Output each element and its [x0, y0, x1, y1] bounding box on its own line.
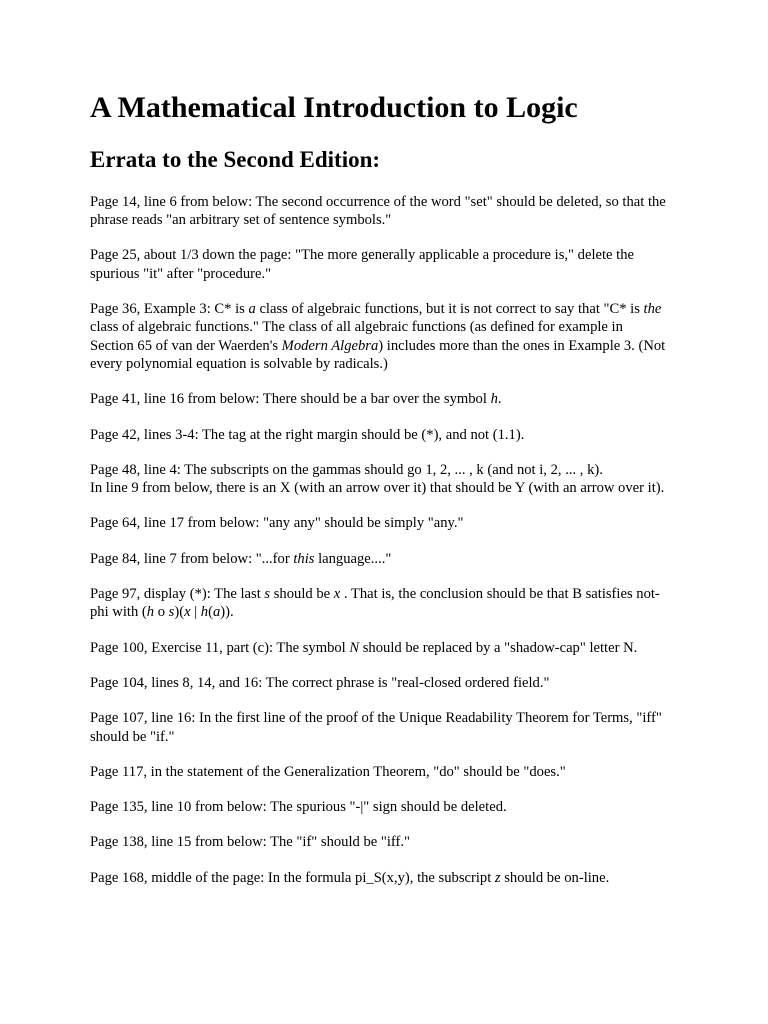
- erratum-text: Page 41, line 16 from below: There should be a bar over the symbol: [90, 391, 491, 408]
- math-symbol: x: [184, 604, 191, 621]
- emphasis-text: the: [643, 301, 662, 318]
- math-symbol: h: [146, 604, 155, 621]
- erratum-text: . That is, the conclusion should be that B satisfies not-phi with (: [90, 586, 660, 621]
- erratum-page-117: Page 117, in the statement of the Generalization Theorem, "do" should be "does.": [90, 763, 566, 780]
- erratum-text: Page 48, line 4: The subscripts on the gammas should go 1, 2, ... , k (and not i, 2, ... , k).: [90, 461, 603, 478]
- page-subtitle: Errata to the Second Edition:: [90, 147, 381, 172]
- math-symbol: h: [490, 391, 498, 408]
- math-symbol: s: [264, 586, 271, 603]
- page-title: A Mathematical Introduction to Logic: [90, 91, 578, 124]
- math-symbol: x: [333, 586, 341, 603]
- erratum-text: Page 100, Exercise 11, part (c): The symbol: [90, 639, 350, 656]
- math-symbol: a: [212, 604, 221, 621]
- erratum-text: )).: [220, 604, 234, 621]
- erratum-page-138: Page 138, line 15 from below: The "if" should be "iff.": [90, 834, 410, 851]
- erratum-text: .: [497, 391, 502, 408]
- erratum-text: should be replaced by a "shadow-cap" letter N.: [359, 639, 638, 656]
- erratum-page-97: [90, 585, 668, 622]
- erratum-text: (: [208, 604, 213, 621]
- math-symbol: z: [494, 869, 501, 886]
- erratum-page-64: Page 64, line 17 from below: "any any" should be simply "any.": [90, 515, 464, 532]
- erratum-page-48: [90, 461, 668, 498]
- erratum-page-25: Page 25, about 1/3 down the page: "The more generally applicable a procedure is," delete the spurious "it" after "procedure.": [90, 247, 634, 282]
- erratum-page-42: Page 42, lines 3-4: The tag at the right margin should be (*), and not (1.1).: [90, 426, 525, 443]
- erratum-text: ) includes more than the ones in Example 3. (Not every polynomial equation is solvable by radicals.): [90, 337, 666, 372]
- erratum-page-14: Page 14, line 6 from below: The second occurrence of the word "set" should be deleted, so that the phrase reads "an arbitrary set of sentence symbols.": [90, 193, 666, 229]
- erratum-text: should be: [270, 586, 334, 603]
- erratum-text: should be on-line.: [500, 869, 610, 886]
- erratum-text: Page 36, Example 3: C* is: [90, 301, 249, 318]
- emphasis-text: this: [293, 550, 315, 567]
- erratum-text: language....": [314, 550, 392, 567]
- erratum-text: In line 9 from below, there is an X (with an arrow over it) that should be Y (with an arrow over it).: [90, 480, 665, 497]
- erratum-text: class of algebraic functions." The class of all algebraic functions (as defined for example in Section 65 of van der Waerden's: [90, 319, 623, 354]
- math-symbol: N: [349, 639, 360, 656]
- erratum-page-135: Page 135, line 10 from below: The spurious "-|" sign should be deleted.: [90, 799, 507, 816]
- erratum-page-36: [90, 300, 668, 373]
- math-symbol: s: [168, 604, 175, 621]
- erratum-text: Page 97, display (*): The last: [90, 586, 265, 603]
- math-symbol: h: [200, 604, 209, 621]
- erratum-text: )(: [174, 604, 185, 621]
- erratum-page-41: [90, 390, 668, 408]
- erratum-page-84: [90, 550, 668, 568]
- book-title-text: Modern Algebra: [281, 337, 379, 354]
- erratum-text: Page 84, line 7 from below: "...for: [90, 550, 294, 567]
- erratum-text: class of algebraic functions, but it is not correct to say that "C* is: [255, 301, 644, 318]
- erratum-page-104: Page 104, lines 8, 14, and 16: The correct phrase is "real-closed ordered field.": [90, 674, 550, 691]
- erratum-text: o: [154, 604, 169, 621]
- erratum-page-100: [90, 639, 668, 657]
- erratum-text: Page 168, middle of the page: In the formula pi_S(x,y), the subscript: [90, 869, 495, 886]
- emphasis-text: a: [248, 301, 256, 318]
- erratum-page-107: Page 107, line 16: In the first line of the proof of the Unique Readability Theorem for Terms, "iff" should be "if.": [90, 710, 662, 745]
- erratum-text: |: [190, 604, 201, 621]
- erratum-page-168: [90, 869, 668, 887]
